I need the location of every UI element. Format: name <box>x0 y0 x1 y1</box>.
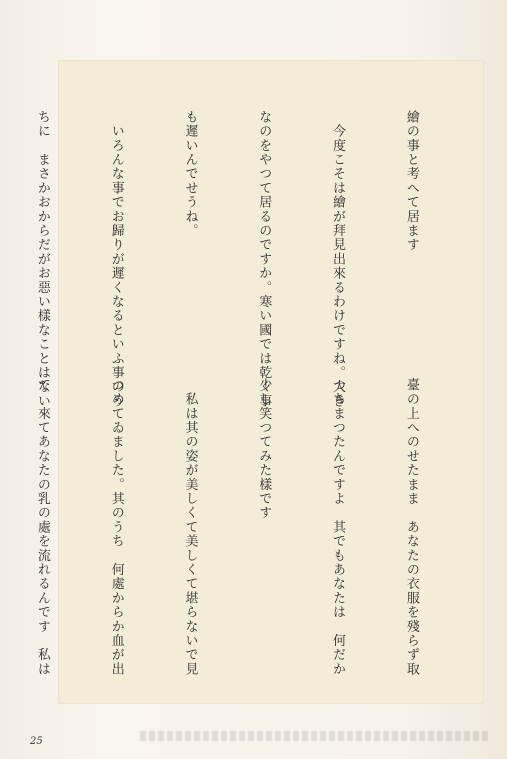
text-column: て 來てあなたの乳の處を流れるんです 私は <box>34 378 50 677</box>
text-column: 私は其の姿が美しくて美しくて堪らないで見 <box>182 378 198 677</box>
show-through-text <box>140 731 490 741</box>
text-column: なのをやつて居るのですか。寒い國では乾く事 <box>256 110 272 409</box>
page-number: 25 <box>30 736 43 747</box>
lower-text-block <box>34 378 472 677</box>
text-column: 繪の事と考へて居ます <box>403 110 419 252</box>
text-column: 臺の上へのせたまま あなたの衣服を殘らず取 <box>403 378 419 677</box>
text-column: つちまつたんですよ 其でもあなたは 何だか <box>330 378 346 677</box>
text-column: いろんな事でお歸りが遲くなるといふ事のう <box>108 110 124 409</box>
text-column: ちに まさかおからだがお惡い樣なことはない <box>34 110 50 409</box>
text-column: つめてゐました。其のうち 何處からか血が出 <box>108 378 124 677</box>
text-column: 今度こそは繪が拜見出來るわけですね。大き <box>330 110 346 409</box>
text-column: 少し笑つてみた樣です <box>256 378 272 520</box>
text-column: も遲いんでせうね。 <box>182 110 198 238</box>
upper-text-block <box>34 110 472 409</box>
